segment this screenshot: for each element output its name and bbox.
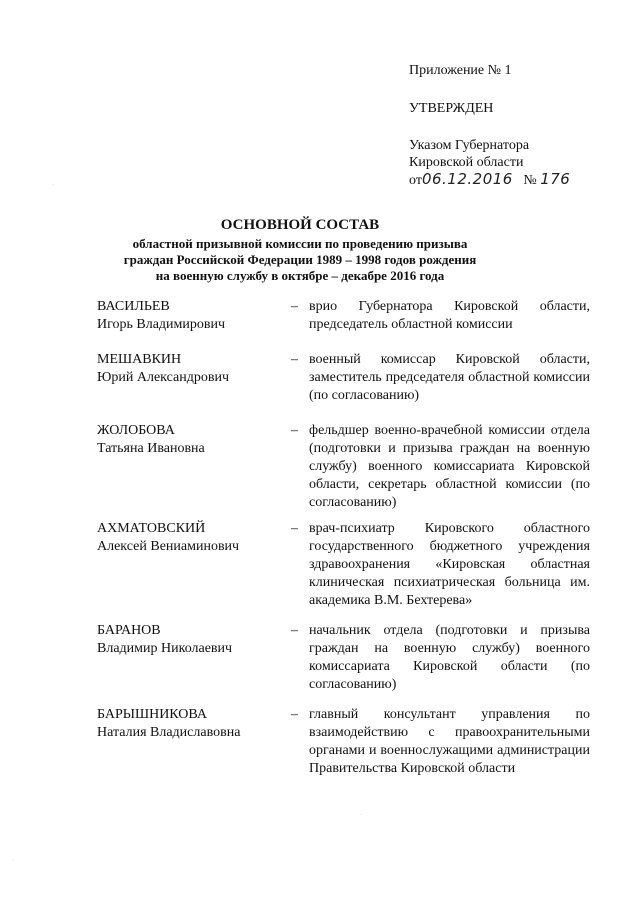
- member-entry: [97, 298, 590, 334]
- member-entry: [97, 622, 590, 694]
- member-role: главный консультант управления по взаимодействию с правоохранительными органами и военнослужащими администрации Правительства Кировской области: [309, 707, 590, 776]
- member-surname: ЖОЛОБОВА: [97, 423, 175, 438]
- member-surname: ВАСИЛЬЕВ: [97, 299, 170, 314]
- member-dash: –: [291, 299, 298, 314]
- member-role: врач-психиатр Кировского областного государственного бюджетного учреждения здравоохранения «Кировская областная клиническая психиатрическая больница им. академика В.М. Бехтерева»: [309, 521, 590, 608]
- scan-speck: ·: [12, 858, 14, 865]
- document-title: [80, 216, 520, 284]
- title-line-2: граждан Российской Федерации 1989 – 1998 годов рождения: [123, 252, 477, 267]
- title-line-3: на военную службу в октябре – декабре 2016 года: [155, 268, 445, 283]
- member-entry: [97, 351, 590, 405]
- member-entry: [97, 520, 590, 610]
- member-name: Алексей Вениаминович: [97, 539, 240, 554]
- title-line-1: областной призывной комиссии по проведению призыва: [132, 236, 468, 251]
- decree-line-2: Кировской области: [409, 155, 524, 170]
- member-role: начальник отдела (подготовки и призыва граждан на военную службу) военного комиссариата Кировской области (по согласованию): [309, 623, 590, 692]
- member-entry: [97, 422, 590, 512]
- decree-date-line: [409, 171, 570, 189]
- date-prefix: от: [409, 173, 422, 188]
- member-dash: –: [291, 707, 298, 722]
- member-person: [97, 706, 285, 742]
- member-name: Владимир Николаевич: [97, 641, 233, 656]
- appendix-label: Приложение № 1: [409, 63, 512, 78]
- member-dash: –: [291, 423, 298, 438]
- member-person: [97, 520, 285, 556]
- member-name: Игорь Владимирович: [97, 317, 226, 332]
- member-person: [97, 422, 285, 458]
- member-role: врио Губернатора Кировской области, председатель областной комиссии: [309, 299, 590, 332]
- approved-label: УТВЕРЖДЕН: [409, 101, 494, 116]
- member-dash: –: [291, 623, 298, 638]
- member-entry: [97, 706, 590, 778]
- title-main: ОСНОВНОЙ СОСТАВ: [220, 217, 380, 233]
- member-person: [97, 622, 285, 658]
- member-surname: БАРЫШНИКОВА: [97, 707, 207, 722]
- scan-speck: ·: [52, 182, 54, 189]
- handwritten-date: 06.12.2016: [421, 170, 513, 188]
- member-dash: –: [291, 352, 298, 367]
- member-role: фельдшер военно-врачебной комиссии отдела (подготовки и призыва граждан на военную службу) военного комиссариата Кировской области, секретарь областной комиссии (по согласованию): [309, 423, 590, 510]
- member-surname: МЕШАВКИН: [97, 352, 182, 367]
- member-surname: АХМАТОВСКИЙ: [97, 521, 206, 536]
- member-name: Наталия Владиславовна: [97, 725, 241, 740]
- member-dash: –: [291, 521, 298, 536]
- member-person: [97, 351, 285, 387]
- member-role: военный комиссар Кировской области, заместитель председателя областной комиссии (по согласованию): [309, 352, 590, 403]
- member-name: Юрий Александрович: [97, 370, 229, 385]
- decree-line-1: Указом Губернатора: [409, 138, 530, 153]
- scan-speck: ·: [360, 812, 362, 819]
- member-name: Татьяна Ивановна: [97, 441, 205, 456]
- member-person: [97, 298, 285, 334]
- approval-block: [409, 62, 570, 189]
- handwritten-number: 176: [540, 170, 571, 188]
- number-label: №: [523, 173, 537, 188]
- member-surname: БАРАНОВ: [97, 623, 161, 638]
